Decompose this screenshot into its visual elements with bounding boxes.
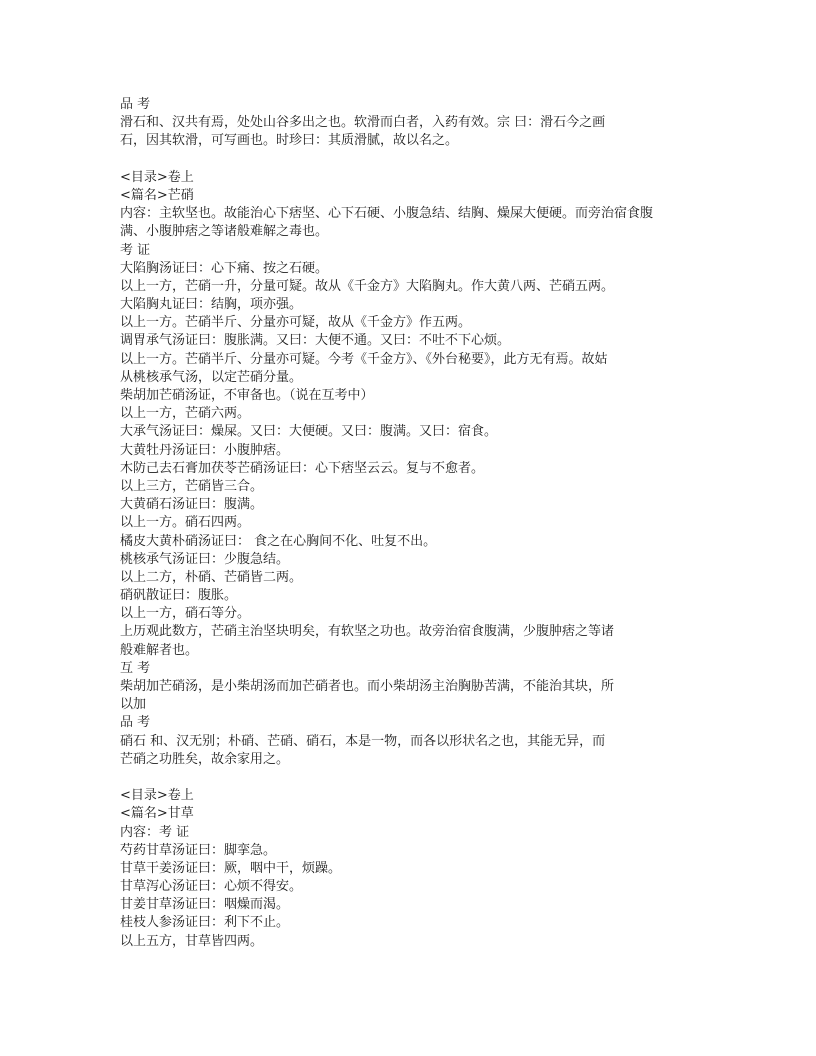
- text-line: 满、小腹肿痞之等诸般难解之毒也。: [120, 224, 329, 240]
- text-line: 大承气汤证曰：燥屎。又曰：大便硬。又曰：腹满。又曰：宿食。: [120, 424, 498, 440]
- text-line: 以上一方。芒硝半斤、分量亦可疑。今考《千金方》、《外台秘要》，此方无有焉。故姑: [120, 351, 608, 367]
- text-line: 以加: [120, 697, 147, 713]
- text-line: <篇名>甘草: [120, 806, 194, 822]
- text-line: 桂枝人参汤证曰：利下不止。: [120, 915, 290, 931]
- text-line: 以上一方。芒硝半斤、分量亦可疑，故从《千金方》作五两。: [120, 315, 472, 331]
- text-line: 桃核承气汤证曰：少腹急结。: [120, 551, 290, 567]
- text-line: 大陷胸汤证曰：心下痛、按之石硬。: [120, 260, 329, 276]
- text-line: 甘姜甘草汤证曰：咽燥而渴。: [120, 897, 290, 913]
- text-line: 品 考: [120, 97, 151, 112]
- text-line: 以上一方，芒硝一升，分量可疑。故从《千金方》大陷胸丸。作大黄八两、芒硝五两。: [120, 278, 615, 294]
- text-line: 以上一方，芒硝六两。: [120, 406, 251, 422]
- text-line: 考 证: [120, 242, 151, 258]
- text-line: 以上三方，芒硝皆三合。: [120, 478, 264, 494]
- text-line: 石，因其软滑，可写画也。时珍曰：其质滑腻，故以名之。: [120, 133, 459, 149]
- text-line: 上历观此数方，芒硝主治坚块明矣，有软坚之功也。故旁治宿食腹满，少腹肿痞之等诸: [120, 624, 615, 640]
- text-line: 滑石和、汉共有焉，处处山谷多出之也。软滑而白者，入药有效。宗 曰：滑石今之画: [120, 115, 606, 131]
- text-line: [120, 769, 680, 787]
- text-line: 大陷胸丸证曰：结胸，项亦强。: [120, 297, 303, 313]
- text-line: 内容：考 证: [120, 824, 190, 840]
- text-line: 大黄硝石汤证曰：腹满。: [120, 497, 264, 513]
- text-line: 柴胡加芒硝汤，是小柴胡汤而加芒硝者也。而小柴胡汤主治胸胁苦满，不能治其块，所: [120, 679, 615, 694]
- text-line: [120, 151, 680, 169]
- text-line: 互 考: [120, 660, 151, 676]
- text-line: 以上一方。硝石四两。: [120, 515, 251, 531]
- text-line: 硝石 和、汉无别；朴硝、芒硝、硝石，本是一物，而各以形状名之也，其能无异，而: [120, 733, 606, 749]
- text-line: <篇名>芒硝: [120, 187, 194, 203]
- text-line: 内容：主软坚也。故能治心下痞坚、心下石硬、小腹急结、结胸、燥屎大便硬。而旁治宿食腹: [120, 206, 654, 222]
- text-line: 调胃承气汤证曰：腹胀满。又曰：大便不通。又曰：不吐不下心烦。: [120, 333, 511, 349]
- text-line: 硝矾散证曰：腹胀。: [120, 588, 238, 604]
- text-line: 般难解者也。: [120, 642, 199, 658]
- text-line: 木防己去石膏加茯苓芒硝汤证曰：心下痞坚云云。复与不愈者。: [120, 460, 485, 476]
- text-line: 橘皮大黄朴硝汤证曰： 食之在心胸间不化、吐复不出。: [120, 533, 437, 549]
- text-line: 从桃核承气汤，以定芒硝分量。: [120, 369, 303, 385]
- document-body: [120, 96, 680, 951]
- text-line: 芒硝之功胜矣，故余家用之。: [120, 751, 290, 767]
- text-line: 大黄牡丹汤证曰：小腹肿痞。: [120, 442, 290, 458]
- text-line: 品 考: [120, 715, 151, 731]
- text-line: 以上五方，甘草皆四两。: [120, 933, 264, 949]
- text-line: 甘草泻心汤证曰：心烦不得安。: [120, 879, 303, 895]
- text-line: <目录>卷上: [120, 169, 194, 185]
- text-line: 以上一方，硝石等分。: [120, 606, 251, 622]
- text-line: 柴胡加芒硝汤证，不审备也。（说在互考中）: [120, 388, 374, 403]
- text-line: 以上二方，朴硝、芒硝皆二两。: [120, 569, 303, 585]
- text-line: 甘草干姜汤证曰：厥，咽中干，烦躁。: [120, 860, 342, 876]
- text-line: 芍药甘草汤证曰：脚挛急。: [120, 842, 277, 858]
- text-line: <目录>卷上: [120, 788, 194, 804]
